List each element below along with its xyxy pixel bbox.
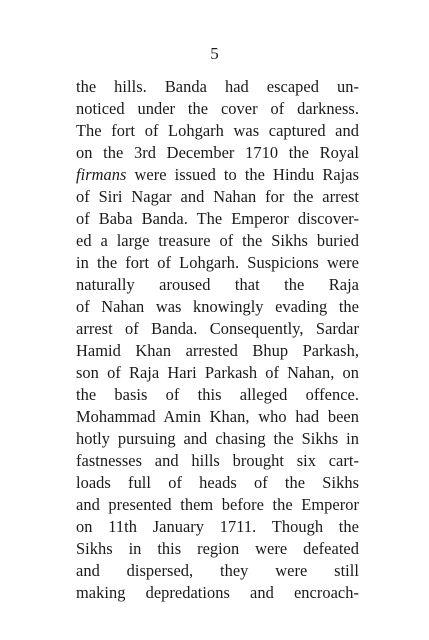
text-line xyxy=(76,76,359,98)
text-line xyxy=(76,538,359,560)
text-line-content: in the fort of Lohgarh. Suspicions were xyxy=(76,253,359,272)
text-line-content: hotly pursuing and chasing the Sikhs in xyxy=(76,429,359,448)
text-line-content: loads full of heads of the Sikhs xyxy=(76,473,359,492)
page-number: 5 xyxy=(210,44,219,63)
text-line xyxy=(76,252,359,274)
text-line xyxy=(76,208,359,230)
text-line-content: the hills. Banda had escaped un- xyxy=(76,77,359,96)
text-line xyxy=(76,494,359,516)
text-line-content: were issued to the Hindu Rajas xyxy=(126,165,359,184)
text-line-content: Sikhs in this region were defeated xyxy=(76,539,359,558)
text-line-content: and presented them before the Emperor xyxy=(76,495,359,514)
text-line-content: son of Raja Hari Parkash of Nahan, on xyxy=(76,363,359,382)
text-line xyxy=(76,318,359,340)
text-line-content: on 11th January 1711. Though the xyxy=(76,517,359,536)
text-line-content: Mohammad Amin Khan, who had been xyxy=(76,407,359,426)
text-line-content: fastnesses and hills brought six cart- xyxy=(76,451,359,470)
text-line-content: naturally aroused that the Raja xyxy=(76,275,359,294)
text-line xyxy=(76,406,359,428)
text-line xyxy=(76,384,359,406)
text-line-content: Hamid Khan arrested Bhup Parkash, xyxy=(76,341,359,360)
body-text xyxy=(76,76,359,604)
text-line xyxy=(76,120,359,142)
text-line xyxy=(76,296,359,318)
text-line xyxy=(76,362,359,384)
text-line-content: of Baba Banda. The Emperor discover- xyxy=(76,209,359,228)
text-line-content: making depredations and encroach- xyxy=(76,583,359,602)
text-line xyxy=(76,582,359,604)
text-line-content: The fort of Lohgarh was captured and xyxy=(76,121,359,140)
text-line xyxy=(76,230,359,252)
italic-term: firmans xyxy=(76,165,127,184)
text-line-content: and dispersed, they were still xyxy=(76,561,359,580)
text-line-content: of Siri Nagar and Nahan for the arrest xyxy=(76,187,359,206)
text-line xyxy=(76,340,359,362)
text-line xyxy=(76,472,359,494)
text-line-content: arrest of Banda. Consequently, Sardar xyxy=(76,319,359,338)
text-line xyxy=(76,98,359,120)
text-line xyxy=(76,186,359,208)
text-line xyxy=(76,164,359,186)
text-line-content: noticed under the cover of darkness. xyxy=(76,99,359,118)
text-line xyxy=(76,142,359,164)
text-line xyxy=(76,516,359,538)
text-line xyxy=(76,428,359,450)
text-line xyxy=(76,560,359,582)
text-line xyxy=(76,450,359,472)
text-line xyxy=(76,274,359,296)
text-line-content: ed a large treasure of the Sikhs buried xyxy=(76,231,359,250)
text-line-content: of Nahan was knowingly evading the xyxy=(76,297,359,316)
text-line-content: the basis of this alleged offence. xyxy=(76,385,359,404)
text-line-content: on the 3rd December 1710 the Royal xyxy=(76,143,359,162)
